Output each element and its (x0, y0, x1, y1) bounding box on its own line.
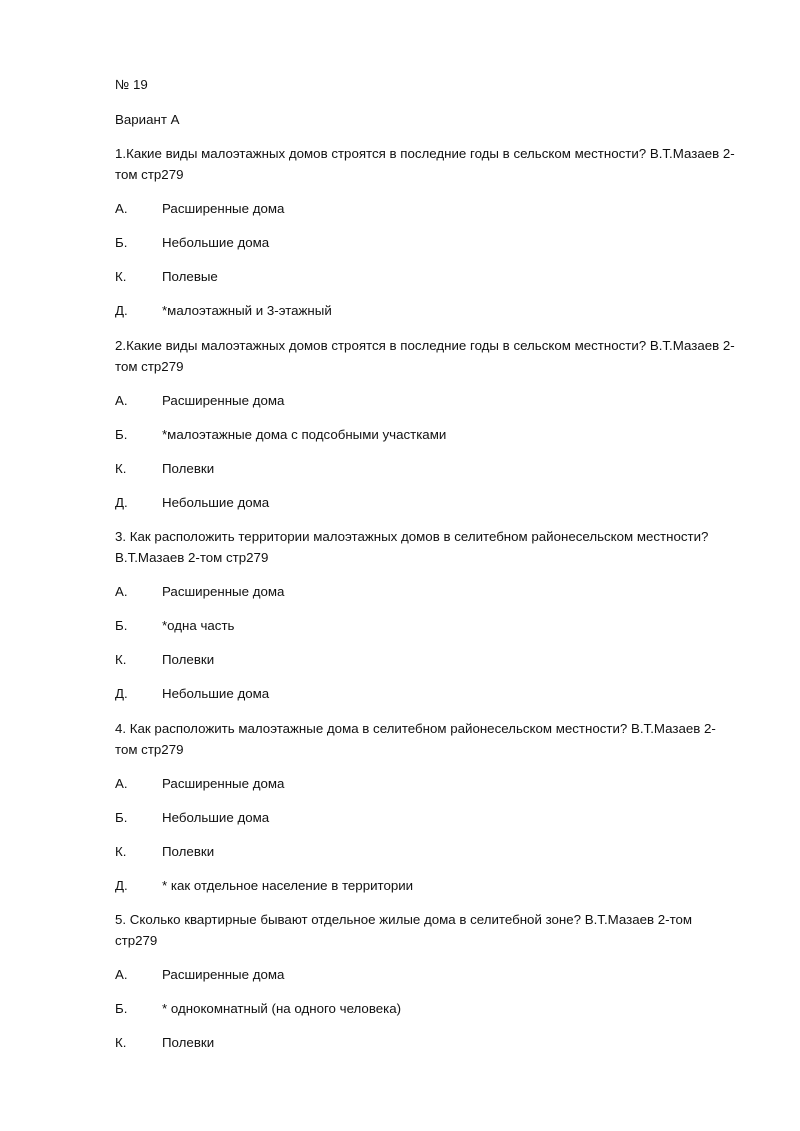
option-text: Полевки (162, 652, 215, 667)
option-text: Полевки (162, 1035, 215, 1050)
option-letter: Б. (115, 618, 128, 633)
option-text: Полевки (162, 844, 215, 859)
option-letter: А. (115, 776, 128, 791)
option-letter: Д. (115, 303, 128, 318)
question-1-text: 1.Какие виды малоэтажных домов строятся в последние годы в сельском местности? В.Т.Мазаев 2-том стр279 (115, 146, 735, 182)
option-letter: А. (115, 967, 128, 982)
option-letter: А. (115, 584, 128, 599)
option-text: Расширенные дома (162, 393, 285, 408)
option-letter: А. (115, 201, 128, 216)
option-text: Небольшие дома (162, 495, 270, 510)
option-letter: К. (115, 461, 127, 476)
document-number: № 19 (115, 77, 148, 92)
option-letter: Д. (115, 495, 128, 510)
question-5-text: 5. Сколько квартирные бывают отдельное жилые дома в селитебной зоне? В.Т.Мазаев 2-том стр279 (115, 912, 693, 948)
question-3-text: 3. Как расположить территории малоэтажных домов в селитебном районесельском местности? В.Т.Мазаев 2-том стр279 (115, 529, 709, 565)
option-text: *малоэтажный и 3-этажный (162, 303, 332, 318)
option-letter: К. (115, 652, 127, 667)
option-text: Небольшие дома (162, 810, 270, 825)
question-4-text: 4. Как расположить малоэтажные дома в селитебном районесельском местности? В.Т.Мазаев 2-том стр279 (115, 721, 716, 757)
option-letter: Б. (115, 427, 128, 442)
option-text: * однокомнатный (на одного человека) (162, 1001, 402, 1016)
option-text: Расширенные дома (162, 584, 285, 599)
option-text: Расширенные дома (162, 201, 285, 216)
option-letter: К. (115, 1035, 127, 1050)
option-text: Расширенные дома (162, 776, 285, 791)
option-letter: А. (115, 393, 128, 408)
option-text: Полевки (162, 461, 215, 476)
option-text: * как отдельное население в территории (162, 878, 414, 893)
option-text: *одна часть (162, 618, 235, 633)
option-letter: Б. (115, 810, 128, 825)
option-letter: К. (115, 844, 127, 859)
option-text: Небольшие дома (162, 686, 270, 701)
option-letter: Д. (115, 878, 128, 893)
option-text: Небольшие дома (162, 235, 270, 250)
option-text: *малоэтажные дома с подсобными участками (162, 427, 447, 442)
option-text: Расширенные дома (162, 967, 285, 982)
option-letter: Б. (115, 1001, 128, 1016)
variant-label: Вариант А (115, 112, 180, 127)
option-letter: К. (115, 269, 127, 284)
question-2-text: 2.Какие виды малоэтажных домов строятся в последние годы в сельском местности? В.Т.Мазаев 2-том стр279 (115, 338, 735, 374)
option-letter: Д. (115, 686, 128, 701)
option-text: Полевые (162, 269, 218, 284)
option-letter: Б. (115, 235, 128, 250)
